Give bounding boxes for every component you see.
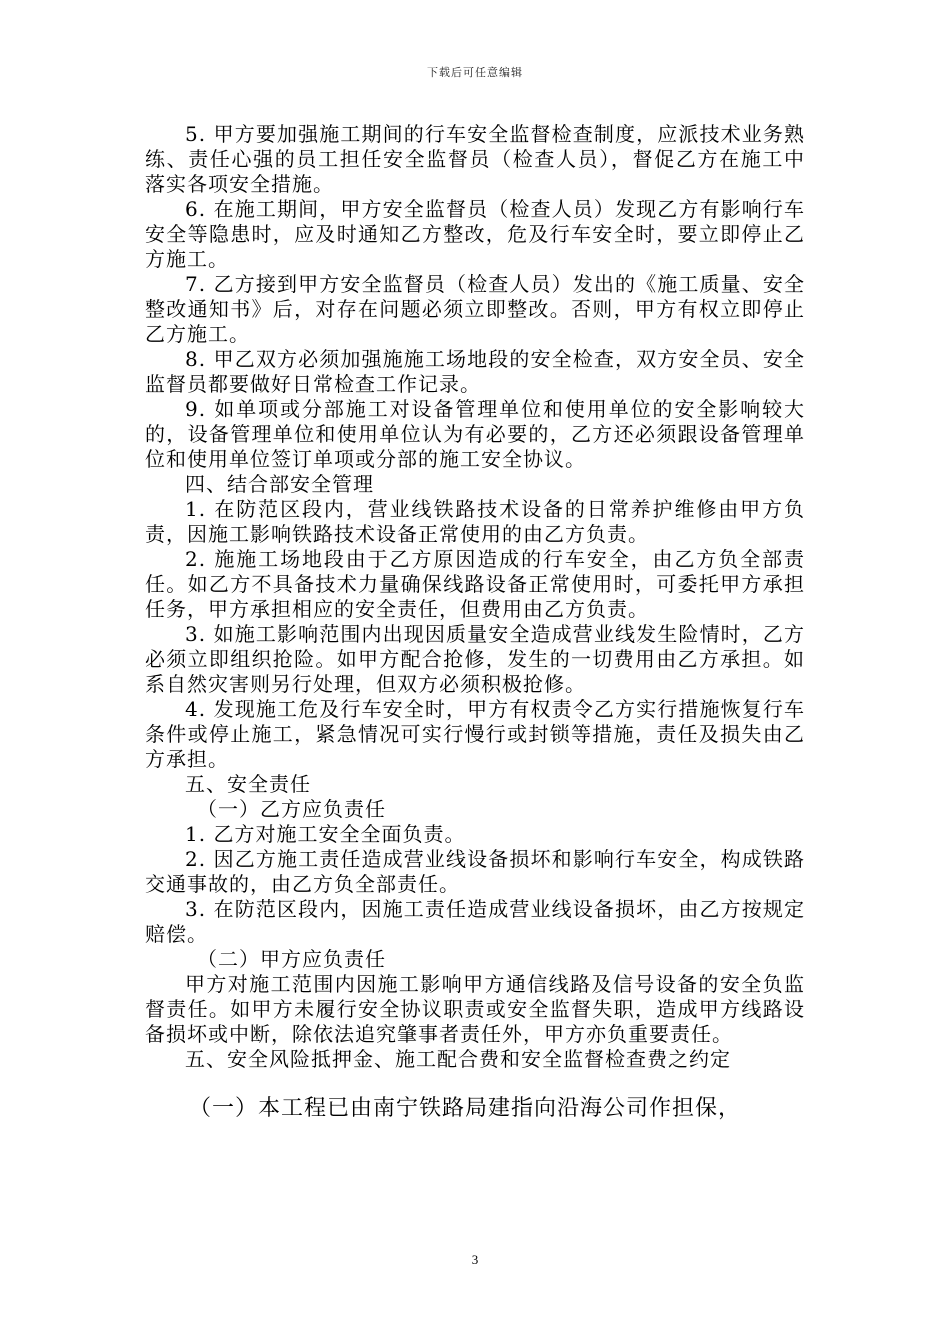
document-body bbox=[145, 122, 805, 1124]
paragraph-4-2: 2. 施施工场地段由于乙方原因造成的行车安全，由乙方负全部责任。如乙方不具备技术力量确保线路设备正常使用时，可委托甲方承担任务，甲方承担相应的安全责任，但费用由乙方负责。 bbox=[145, 547, 805, 621]
section-heading-5-deposit: 五、安全风险抵押金、施工配合费和安全监督检查费之约定 bbox=[185, 1047, 731, 1071]
section-heading-5: 五、安全责任 bbox=[185, 772, 311, 796]
paragraph-4-4: 4. 发现施工危及行车安全时，甲方有权责令乙方实行措施恢复行车条件或停止施工，紧急情况可实行慢行或封锁等措施，责任及损失由乙方承担。 bbox=[145, 697, 805, 771]
paragraph-5-1-1: 1. 乙方对施工安全全面负责。 bbox=[185, 822, 466, 846]
subsection-heading-5-2: （二）甲方应负责任 bbox=[197, 947, 386, 971]
paragraph-4-3: 3. 如施工影响范围内出现因质量安全造成营业线发生险情时，乙方必须立即组织抢险。如甲方配合抢修，发生的一切费用由乙方承担。如系自然灾害则另行处理，但双方必须积极抢修。 bbox=[145, 622, 805, 696]
paragraph-5-1-3: 3. 在防范区段内，因施工责任造成营业线设备损坏，由乙方按规定赔偿。 bbox=[145, 897, 805, 946]
page-number: 3 bbox=[471, 1252, 479, 1267]
subsection-heading-5-1: （一）乙方应负责任 bbox=[197, 797, 386, 821]
paragraph-clause-7: 7. 乙方接到甲方安全监督员（检查人员）发出的《施工质量、安全整改通知书》后，对存在问题必须立即整改。否则，甲方有权立即停止乙方施工。 bbox=[145, 272, 805, 346]
paragraph-5-1-2: 2. 因乙方施工责任造成营业线设备损坏和影响行车安全，构成铁路交通事故的，由乙方负全部责任。 bbox=[145, 847, 805, 896]
page-header: 下载后可任意编辑 bbox=[427, 66, 523, 79]
paragraph-clause-8: 8. 甲乙双方必须加强施施工场地段的安全检查，双方安全员、安全监督员都要做好日常检查工作记录。 bbox=[145, 347, 805, 396]
paragraph-clause-6: 6. 在施工期间，甲方安全监督员（检查人员）发现乙方有影响行车安全等隐患时，应及时通知乙方整改，危及行车安全时，要立即停止乙方施工。 bbox=[145, 197, 805, 271]
paragraph-5-2: 甲方对施工范围内因施工影响甲方通信线路及信号设备的安全负监督责任。如甲方未履行安全协议职责或安全监督失职，造成甲方线路设备损坏或中断，除依法追究肇事者责任外，甲方亦负重要责任。 bbox=[145, 972, 805, 1046]
paragraph-4-1: 1. 在防范区段内，营业线铁路技术设备的日常养护维修由甲方负责，因施工影响铁路技术设备正常使用的由乙方负责。 bbox=[145, 497, 805, 546]
paragraph-deposit-1: （一）本工程已由南宁铁路局建指向沿海公司作担保， bbox=[189, 1096, 742, 1121]
paragraph-clause-9: 9. 如单项或分部施工对设备管理单位和使用单位的安全影响较大的，设备管理单位和使用单位认为有必要的，乙方还必须跟设备管理单位和使用单位签订单项或分部的施工安全协议。 bbox=[145, 397, 805, 471]
section-heading-4: 四、结合部安全管理 bbox=[185, 472, 374, 496]
paragraph-clause-5: 5. 甲方要加强施工期间的行车安全监督检查制度，应派技术业务熟练、责任心强的员工担任安全监督员（检查人员），督促乙方在施工中落实各项安全措施。 bbox=[145, 122, 805, 196]
